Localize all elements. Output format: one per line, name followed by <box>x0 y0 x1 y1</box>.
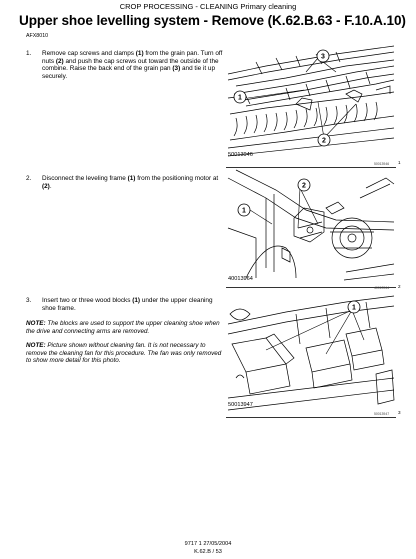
figure-2-callout-2: 2 <box>302 182 306 190</box>
figure-leveling-frame <box>226 168 401 290</box>
grain-pan-illustration <box>226 44 396 168</box>
figure-wood-blocks <box>226 294 401 418</box>
figure-2-label: 40013964 <box>228 276 253 282</box>
figure-2-callout-1: 1 <box>242 207 246 215</box>
note-2: NOTE: Picture shown without cleaning fan. It is not necessary to remove the cleaning fan for this procedure. The fan was only removed to show more detail for this photo. <box>26 342 222 365</box>
step-text: Insert two or three wood blocks (1) under the upper cleaning shoe frame. <box>42 297 213 312</box>
figure-1-callout-3: 3 <box>321 53 325 61</box>
document-code: AFX8010 <box>26 33 49 39</box>
figure-1-callout-2: 2 <box>322 137 326 145</box>
page-title: Upper shoe levelling system - Remove (K.62.B.63 - F.10.A.10) <box>19 13 406 28</box>
figure-grain-pan-removal <box>226 44 401 168</box>
note-1: NOTE: The blocks are used to support the upper cleaning shoe when the drive and connecting arms are removed. <box>26 320 220 335</box>
figure-2-number: 2 <box>398 284 401 289</box>
step-number: 1. <box>26 50 32 57</box>
footer-page-number: K.62.B / 53 <box>194 549 222 555</box>
step-text: Disconnect the leveling frame (1) from the positioning motor at (2). <box>42 175 219 190</box>
figure-1-ref: 50013946 <box>374 162 390 166</box>
footer-revision: 9717 1 27/05/2004 <box>184 541 232 547</box>
step-number: 2. <box>26 175 32 182</box>
figure-2-ref: 40013964 <box>374 286 390 290</box>
figure-3-callout-1: 1 <box>352 304 356 312</box>
leveling-frame-illustration <box>226 168 396 288</box>
page-section-header: CROP PROCESSING - CLEANING Primary cleaning <box>119 2 297 11</box>
figure-3-ref: 50013947 <box>374 412 390 416</box>
figure-1-number: 1 <box>398 160 401 165</box>
figure-3-number: 3 <box>398 410 401 415</box>
figure-3-label: 50013947 <box>228 402 253 408</box>
wood-blocks-illustration <box>226 294 396 418</box>
figure-1-label: 50013946 <box>228 152 253 158</box>
step-text: Remove cap screws and clamps (1) from the grain pan. Turn off nuts (2) and push the cap screws out toward the outside of the combine. Raise the back end of the grain pan (3) and tie it up securely. <box>42 50 223 80</box>
step-number: 3. <box>26 297 32 304</box>
figure-1-callout-1: 1 <box>238 94 242 102</box>
